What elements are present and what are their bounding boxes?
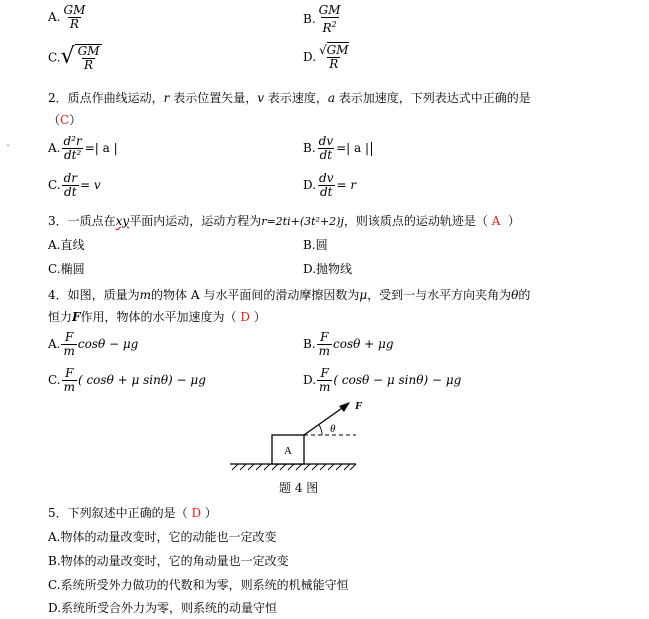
force-label: F [355,400,363,412]
q2-c-fraction: $\frac{dr}{dt}$ [63,171,77,199]
q2-option-c: C. $\frac{dr}{dt}$ = v [48,171,101,199]
q1-c-sqrt: √ $\frac{GM}{R}$ [61,44,103,72]
q5-option-b: B.物体的动量改变时，它的角动量也一定改变 [48,554,289,568]
block-label: A [284,445,292,457]
q5-option-a: A.物体的动量改变时，它的动能也一定改变 [48,530,277,544]
q4-option-c: C. $\frac{F}{m}$ ( cosθ + μ sinθ) − μg [48,366,206,394]
q4-c-fraction: $\frac{F}{m}$ [63,366,75,394]
q4-figure-caption: 题 4 图 [279,481,319,495]
q2-answer: （C） [48,113,82,127]
q1-d-fraction: $\frac{√GM}{R}$ [319,43,349,71]
q3-plane: xy [115,214,130,228]
q4-stem-line2: 恒力F作用，物体的水平加速度为（ D ） [48,310,266,324]
q1-option-b: B. $\frac{GM}{R^2}$ [303,3,341,35]
q1-option-a: A. $\frac{GM}{R}$ [48,3,86,31]
q3-stem: 3．一质点在xy平面内运动，运动方程为r=2ti+(3t²+2)j，则该质点的运动轨迹是（ A ） [48,214,521,228]
q4-d-fraction: $\frac{F}{m}$ [319,366,331,394]
q2-a-fraction: $\frac{\text{d²r}}{\text{dt²}}$ [63,134,82,162]
q5-stem: 5．下列叙述中正确的是（ D ） [48,506,217,520]
ground-hatch [232,464,356,470]
force-arrow [304,406,345,435]
q2-option-a: A. $\frac{\text{d²r}}{\text{dt²}}$ =| a | [48,134,118,162]
margin-mark: ˅ [6,145,11,155]
q4-option-d: D. $\frac{F}{m}$ ( cosθ − μ sinθ) − μg [303,366,462,394]
q5-option-c: C.系统所受外力做功的代数和为零，则系统的机械能守恒 [48,578,349,592]
q3-option-c: C.椭圆 [48,262,85,276]
q3-answer-letter: A [491,214,501,228]
q3-option-b: B.圆 [303,238,328,252]
text-cursor [371,142,372,156]
q1-option-d: D. $\frac{√GM}{R}$ [303,43,349,71]
q2-stem: 2．质点作曲线运动，r 表示位置矢量，v 表示速度，a 表示加速度，下列表达式中正确的是 [48,91,531,105]
q2-d-fraction: $\frac{dv}{dt}$ [319,171,334,199]
q2-option-b: B. $\frac{dv}{dt}$ =| a | [303,135,372,162]
q4-option-a: A. $\frac{F}{m}$ cosθ − μg [48,330,139,358]
angle-arc [319,425,322,435]
q4-answer-letter: D [240,310,251,324]
q2-option-d: D. $\frac{dv}{dt}$ = r [303,171,357,199]
q4-option-b: B. $\frac{F}{m}$ cosθ + μg [303,330,394,358]
q3-option-d: D.抛物线 [303,262,353,276]
q1-option-c: C. √ $\frac{GM}{R}$ [48,44,102,72]
q4-b-fraction: $\frac{F}{m}$ [318,330,331,358]
q5-answer-letter: D [191,506,202,520]
q5-option-d: D.系统所受合外力为零，则系统的动量守恒 [48,601,278,615]
q4-figure [228,395,368,473]
q4-a-fraction: $\frac{F}{m}$ [63,330,75,358]
q3-option-a: A.直线 [48,238,85,252]
arrow-head-icon [339,402,350,412]
q1-b-fraction: $\frac{GM}{R^2}$ [318,3,341,35]
q2-b-fraction: $\frac{dv}{dt}$ [318,134,334,162]
q3-equation: r=2ti+(3t²+2)j [261,215,344,228]
angle-label: θ [330,423,336,435]
q2-answer-letter: C [60,113,70,127]
q1-a-fraction: $\frac{GM}{R}$ [63,3,86,31]
q4-stem-line1: 4．如图，质量为m的物体 A 与水平面间的滑动摩擦因数为μ，受到一与水平方向夹角为θ的 [48,288,531,302]
